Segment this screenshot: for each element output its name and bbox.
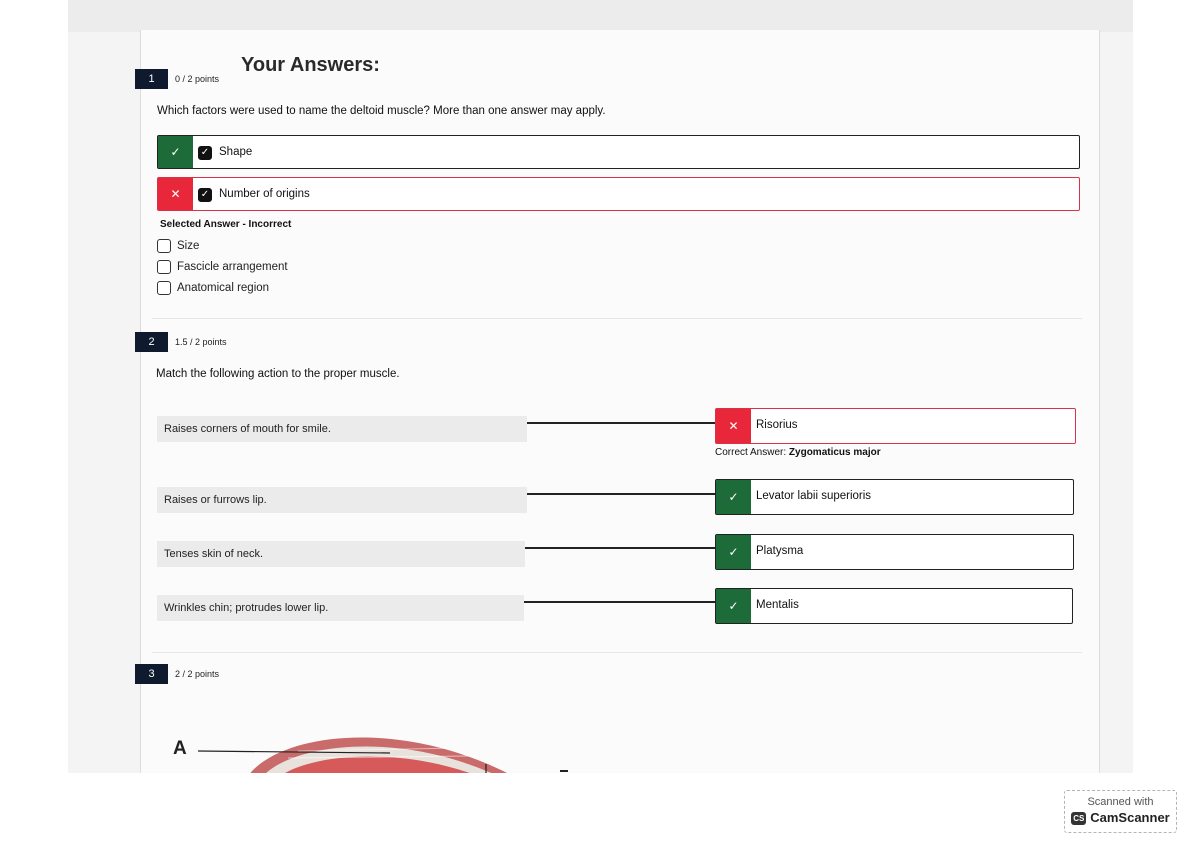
answer-label: Levator labii superioris [756, 490, 872, 502]
checkbox-empty-icon [157, 260, 171, 274]
check-icon: ✓ [158, 136, 193, 168]
checkbox-checked-icon: ✓ [198, 188, 212, 202]
checkbox-checked-icon: ✓ [198, 146, 212, 160]
option-label: Fascicle arrangement [177, 261, 288, 273]
check-icon: ✓ [716, 480, 751, 514]
correct-answer-note [715, 447, 881, 458]
answer-label: Mentalis [756, 599, 799, 611]
answer-label: Platysma [756, 545, 804, 557]
question-points: 2 / 2 points [175, 669, 220, 679]
selected-option-shape [157, 135, 1080, 169]
option-label: Size [177, 240, 200, 252]
check-icon: ✓ [716, 535, 751, 569]
correct-answer-value: Zygomaticus major [788, 447, 881, 458]
checkbox-empty-icon [157, 281, 171, 295]
match-prompt: Raises or furrows lip. [157, 487, 527, 513]
watermark-brand: CamScanner [1090, 810, 1170, 825]
selected-option-number-of-origins [157, 177, 1080, 211]
x-icon: ✕ [716, 409, 751, 443]
watermark-line2 [1065, 810, 1176, 825]
figure-label-a: A [173, 738, 187, 759]
divider [152, 652, 1082, 653]
answer-feedback: Selected Answer - Incorrect [160, 219, 292, 230]
scanned-page [68, 0, 1133, 773]
divider [152, 318, 1082, 319]
match-answer [715, 534, 1074, 570]
option-label: Number of origins [219, 188, 310, 200]
muscle-illustration [168, 696, 568, 773]
match-connector [527, 493, 715, 495]
correct-answer-label: Correct Answer: [715, 447, 787, 458]
muscle-figure [168, 696, 568, 773]
match-prompt: Tenses skin of neck. [157, 541, 525, 567]
match-connector [524, 601, 715, 603]
checkbox-empty-icon [157, 239, 171, 253]
watermark-line1: Scanned with [1087, 796, 1154, 808]
check-icon: ✓ [716, 589, 751, 623]
page-top-strip [68, 0, 1133, 32]
answer-label: Risorius [756, 419, 798, 431]
question-points: 1.5 / 2 points [175, 337, 227, 347]
match-answer [715, 408, 1076, 444]
question-text: Which factors were used to name the deltoid muscle? More than one answer may apply. [157, 105, 606, 117]
option-label: Anatomical region [177, 282, 270, 294]
camscanner-logo-icon: CS [1073, 814, 1085, 823]
match-answer [715, 588, 1073, 624]
question-points: 0 / 2 points [175, 74, 220, 84]
question-number-badge: 1 [135, 69, 168, 89]
question-number-badge: 3 [135, 664, 168, 684]
match-answer [715, 479, 1074, 515]
match-connector [525, 547, 715, 549]
question-number-badge: 2 [135, 332, 168, 352]
match-connector [527, 422, 715, 424]
x-icon: ✕ [158, 178, 193, 210]
match-prompt: Raises corners of mouth for smile. [157, 416, 527, 442]
option-label: Shape [219, 146, 253, 158]
match-prompt: Wrinkles chin; protrudes lower lip. [157, 595, 524, 621]
page-heading: Your Answers: [241, 54, 380, 76]
question-text: Match the following action to the proper muscle. [156, 368, 400, 380]
camscanner-watermark [1064, 790, 1177, 833]
